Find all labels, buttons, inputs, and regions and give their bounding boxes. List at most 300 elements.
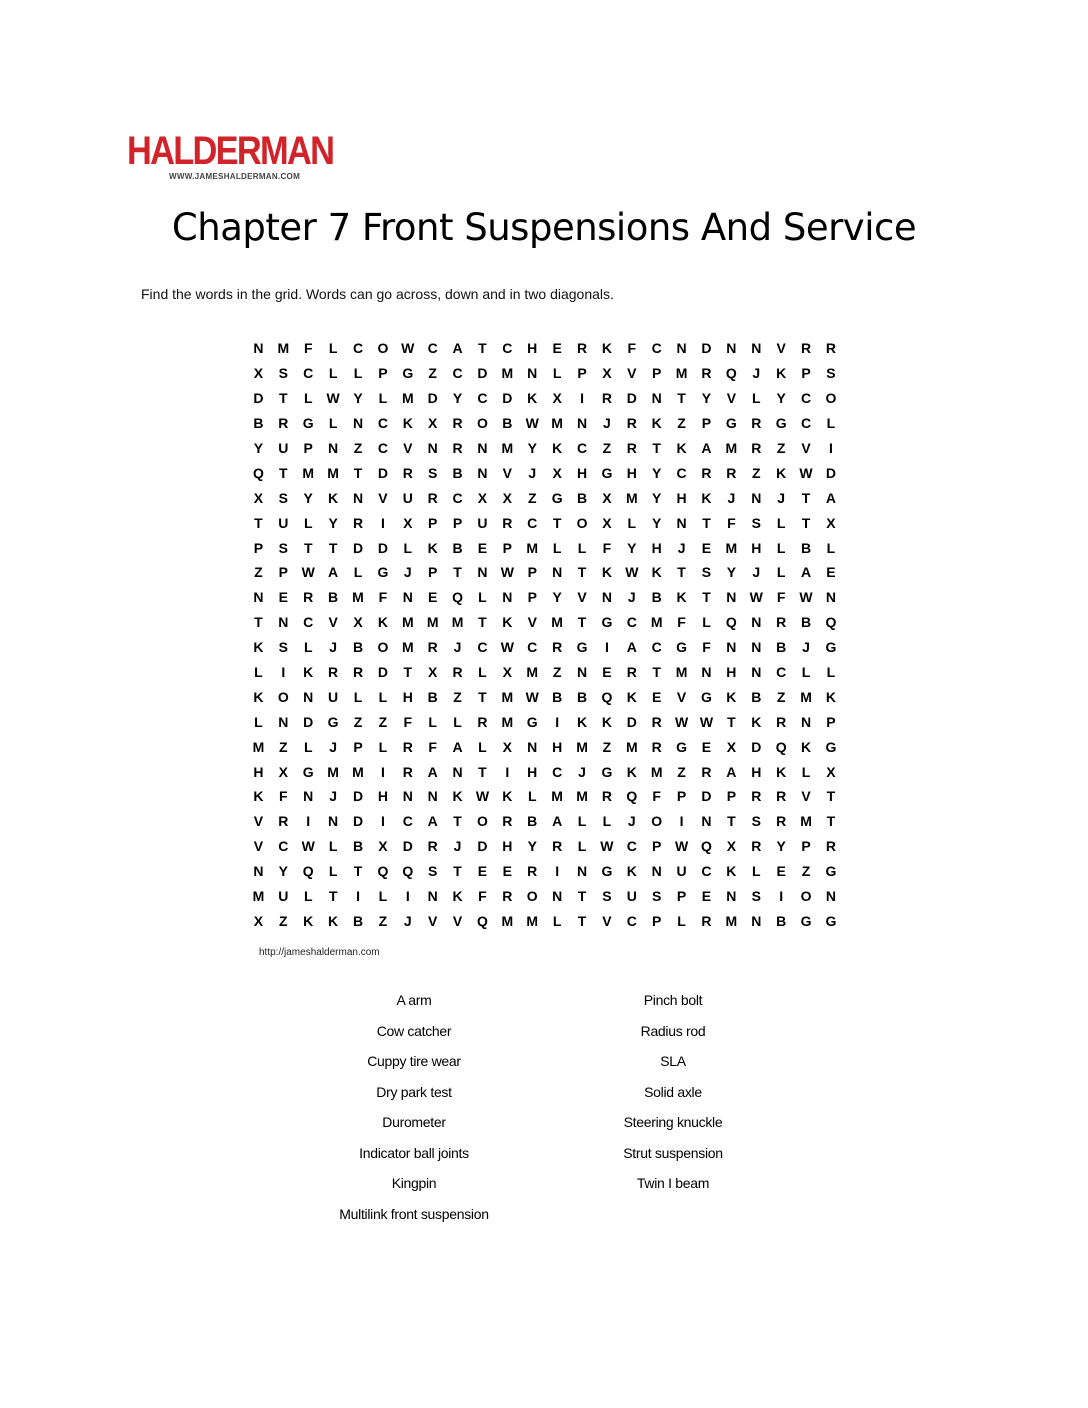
word-list-item: Radius rod (640, 1022, 706, 1039)
grid-letter: R (651, 713, 662, 730)
grid-letter: M (501, 688, 514, 705)
grid-letter: N (527, 738, 538, 755)
grid-letter: O (477, 415, 488, 432)
grid-letter: B (352, 639, 364, 656)
grid-letter: K (552, 440, 563, 456)
grid-letter: Z (677, 415, 686, 432)
grid-letter: B (776, 912, 787, 929)
grid-letter: M (352, 763, 364, 780)
grid-letter: R (402, 464, 413, 481)
grid-letter: V (328, 614, 338, 631)
grid-letter: C (800, 390, 812, 407)
grid-row (246, 510, 843, 535)
word-list-item: Kingpin (391, 1175, 437, 1191)
grid-letter: P (353, 738, 363, 755)
grid-letter: C (352, 340, 364, 357)
grid-letter: L (702, 614, 711, 631)
grid-letter: L (577, 539, 587, 556)
grid-letter: T (403, 664, 413, 681)
grid-letter: S (751, 888, 761, 905)
grid-letter: V (253, 838, 264, 855)
grid-letter: K (502, 614, 513, 631)
grid-letter: O (825, 390, 837, 407)
grid-letter: Q (825, 614, 837, 631)
grid-row (246, 535, 843, 560)
grid-letter: F (602, 539, 612, 556)
grid-letter: D (477, 838, 488, 855)
grid-letter: I (505, 763, 510, 780)
grid-letter: L (677, 912, 686, 929)
grid-letter: G (526, 713, 538, 730)
grid-letter: P (527, 564, 537, 581)
grid-letter: P (278, 564, 288, 581)
grid-letter: Q (775, 738, 787, 755)
grid-letter: K (527, 390, 538, 407)
grid-letter: W (799, 464, 813, 481)
grid-letter: Z (602, 440, 612, 456)
grid-letter: Q (601, 688, 613, 705)
grid-letter: T (826, 788, 836, 805)
grid-letter: M (252, 738, 265, 755)
grid-letter: T (577, 614, 587, 631)
grid-letter: T (353, 863, 363, 880)
grid-letter: B (751, 688, 762, 705)
grid-letter: M (650, 763, 663, 780)
grid-letter: L (403, 539, 413, 556)
grid-letter: D (377, 464, 388, 481)
grid-letter: E (602, 664, 612, 681)
grid-letter: F (776, 589, 786, 606)
grid-letter: L (602, 813, 612, 830)
grid-letter: H (552, 738, 563, 755)
grid-letter: M (302, 464, 315, 481)
grid-letter: R (701, 464, 712, 481)
grid-letter: M (576, 788, 588, 805)
grid-letter: I (555, 863, 560, 880)
grid-letter: L (527, 788, 537, 805)
grid-letter: T (453, 564, 462, 581)
grid-letter: P (676, 788, 687, 805)
grid-letter: M (725, 440, 738, 456)
grid-letter: N (352, 415, 364, 432)
grid-letter: C (402, 813, 413, 830)
grid-letter: G (775, 415, 787, 432)
grid-letter: Z (378, 713, 388, 730)
grid-letter: N (427, 888, 438, 905)
grid-letter: R (452, 664, 463, 681)
grid-letter: K (328, 912, 339, 929)
grid-row (246, 834, 843, 859)
grid-letter: K (601, 564, 612, 581)
grid-letter: K (726, 863, 737, 880)
grid-letter: N (576, 415, 588, 432)
grid-letter: W (301, 564, 315, 581)
word-list-item: Steering knuckle (623, 1114, 723, 1130)
grid-letter: J (627, 589, 636, 606)
grid-letter: J (403, 912, 412, 929)
grid-letter: C (303, 365, 314, 382)
grid-letter: G (327, 713, 339, 730)
grid-letter: N (726, 340, 737, 357)
grid-letter: L (254, 664, 263, 681)
grid-letter: S (278, 365, 288, 382)
grid-letter: C (452, 365, 463, 382)
grid-letter: T (279, 390, 288, 407)
grid-letter: N (278, 713, 289, 730)
grid-letter: D (751, 738, 762, 755)
grid-letter: N (452, 763, 463, 780)
grid-letter: X (602, 514, 612, 531)
grid-letter: L (303, 738, 313, 755)
grid-letter: G (601, 614, 613, 631)
grid-letter: V (452, 912, 463, 929)
grid-letter: L (801, 664, 811, 681)
grid-letter: U (278, 514, 289, 531)
grid-letter: Y (527, 838, 537, 855)
grid-letter: G (377, 564, 389, 581)
grid-letter: P (826, 713, 836, 730)
grid-letter: Y (452, 390, 463, 407)
grid-letter: C (527, 639, 538, 656)
grid-letter: U (328, 688, 339, 705)
grid-letter: D (352, 788, 364, 805)
grid-letter: N (303, 788, 314, 805)
grid-letter: N (253, 863, 264, 880)
grid-letter: R (576, 340, 588, 357)
grid-letter: R (427, 639, 438, 656)
grid-letter: M (401, 390, 414, 407)
grid-letter: R (726, 464, 737, 481)
grid-letter: N (751, 639, 762, 656)
grid-row (246, 784, 843, 809)
grid-letter: L (751, 390, 761, 407)
grid-letter: M (551, 788, 563, 805)
grid-letter: Z (279, 738, 288, 755)
grid-letter: X (428, 415, 438, 432)
grid-letter: L (552, 365, 562, 382)
grid-letter: R (776, 788, 787, 805)
word-list-item: Indicator ball joints (359, 1144, 469, 1161)
grid-letter: K (402, 415, 413, 432)
grid-letter: K (328, 489, 339, 506)
grid-row (246, 684, 843, 709)
grid-letter: N (402, 788, 413, 805)
grid-letter: Q (402, 863, 414, 880)
grid-letter: F (677, 614, 686, 631)
grid-letter: R (626, 440, 637, 456)
grid-letter: N (800, 713, 812, 730)
grid-letter: Z (254, 564, 263, 581)
grid-letter: J (528, 464, 537, 481)
grid-letter: N (427, 440, 438, 456)
grid-letter: W (625, 564, 639, 581)
grid-letter: R (477, 713, 488, 730)
grid-letter: K (253, 788, 264, 805)
grid-letter: N (576, 863, 588, 880)
grid-letter: W (401, 340, 415, 357)
grid-row (246, 411, 843, 436)
grid-letter: X (726, 738, 737, 755)
grid-letter: Q (626, 788, 638, 805)
grid-letter: L (378, 738, 388, 755)
grid-letter: S (751, 514, 761, 531)
grid-letter: P (652, 912, 662, 929)
grid-letter: B (502, 415, 513, 432)
grid-letter: H (576, 464, 588, 481)
grid-letter: R (427, 489, 438, 506)
grid-letter: B (253, 415, 264, 432)
grid-letter: M (401, 639, 414, 656)
grid-letter: V (253, 813, 264, 830)
grid-letter: L (378, 390, 388, 407)
grid-letter: V (577, 589, 587, 606)
grid-letter: L (353, 688, 363, 705)
logo-wordmark: HALDERMAN (127, 129, 334, 173)
grid-letter: T (652, 664, 661, 681)
grid-letter: J (603, 415, 611, 432)
grid-letter: I (779, 888, 784, 905)
grid-letter: H (726, 664, 737, 681)
grid-letter: R (776, 813, 787, 830)
grid-letter: T (677, 564, 686, 581)
grid-letter: P (577, 365, 587, 382)
grid-letter: M (352, 589, 364, 606)
grid-letter: M (551, 614, 563, 631)
grid-letter: C (477, 390, 488, 407)
grid-letter: C (477, 639, 488, 656)
grid-letter: O (651, 813, 663, 830)
grid-letter: T (577, 564, 587, 581)
grid-letter: X (502, 489, 513, 506)
grid-letter: L (328, 340, 338, 357)
grid-row (246, 734, 843, 759)
grid-letter: R (502, 813, 513, 830)
grid-letter: F (627, 340, 637, 357)
grid-letter: N (751, 912, 762, 929)
grid-letter: L (478, 589, 487, 606)
grid-letter: R (328, 664, 339, 681)
grid-letter: N (328, 813, 339, 830)
grid-letter: R (502, 888, 513, 905)
grid-letter: B (576, 489, 588, 506)
grid-letter: Z (801, 863, 811, 880)
grid-letter: C (676, 464, 687, 481)
grid-letter: L (776, 539, 786, 556)
grid-letter: L (303, 888, 313, 905)
grid-letter: U (676, 863, 687, 880)
grid-letter: X (477, 489, 488, 506)
grid-letter: U (626, 888, 637, 905)
grid-letter: S (826, 365, 836, 382)
grid-letter: C (576, 440, 588, 456)
grid-letter: J (453, 639, 462, 656)
grid-letter: L (552, 539, 562, 556)
grid-letter: H (527, 763, 538, 780)
grid-letter: G (601, 863, 613, 880)
grid-letter: N (825, 589, 836, 606)
grid-letter: X (378, 838, 388, 855)
grid-letter: W (475, 788, 490, 805)
grid-letter: N (601, 589, 612, 606)
grid-letter: I (380, 813, 385, 830)
grid-letter: X (428, 664, 438, 681)
grid-letter: H (626, 464, 637, 481)
grid-letter: D (352, 539, 364, 556)
grid-letter: W (525, 688, 539, 705)
grid-letter: E (428, 589, 438, 606)
grid-letter: C (452, 489, 463, 506)
grid-letter: T (727, 713, 736, 730)
grid-letter: S (278, 639, 288, 656)
grid-letter: S (652, 888, 662, 905)
grid-letter: R (278, 415, 289, 432)
grid-letter: G (825, 912, 837, 929)
grid-letter: P (253, 539, 264, 556)
grid-row (246, 560, 843, 585)
grid-letter: T (453, 813, 462, 830)
grid-letter: I (405, 888, 410, 905)
grid-letter: N (726, 639, 737, 656)
grid-letter: K (576, 713, 588, 730)
grid-letter: J (578, 763, 586, 780)
word-list-item: SLA (660, 1053, 686, 1069)
grid-letter: Z (776, 440, 786, 456)
grid-letter: H (377, 788, 388, 805)
grid-letter: M (501, 365, 514, 382)
grid-row (246, 908, 843, 933)
grid-letter: J (727, 489, 736, 506)
grid-letter: D (701, 788, 712, 805)
grid-letter: N (676, 514, 687, 531)
grid-row (246, 610, 843, 635)
grid-letter: D (477, 365, 488, 382)
grid-letter: N (477, 440, 488, 456)
grid-letter: Y (278, 863, 288, 880)
grid-letter: R (402, 738, 413, 755)
grid-letter: E (701, 888, 712, 905)
grid-letter: L (328, 838, 338, 855)
grid-row (246, 386, 843, 411)
grid-letter: Y (253, 440, 264, 456)
grid-letter: Y (652, 514, 662, 531)
grid-letter: Y (303, 489, 313, 506)
grid-letter: L (303, 514, 313, 531)
grid-letter: X (403, 514, 413, 531)
grid-letter: A (825, 489, 836, 506)
grid-letter: Q (452, 589, 464, 606)
grid-letter: W (301, 838, 315, 855)
grid-letter: L (453, 713, 462, 730)
grid-letter: R (601, 390, 612, 407)
grid-letter: P (701, 415, 712, 432)
grid-letter: L (826, 415, 836, 432)
grid-letter: N (751, 614, 762, 631)
grid-letter: R (601, 788, 612, 805)
word-list-item: Dry park test (376, 1083, 452, 1100)
grid-letter: C (701, 863, 712, 880)
grid-letter: N (502, 589, 513, 606)
grid-letter: M (725, 912, 738, 929)
grid-letter: W (600, 838, 614, 855)
grid-letter: M (650, 614, 663, 631)
grid-letter: J (329, 788, 338, 805)
grid-letter: X (502, 738, 513, 755)
grid-letter: N (328, 440, 339, 456)
grid-letter: S (602, 888, 612, 905)
grid-letter: V (403, 440, 413, 456)
grid-letter: Y (652, 464, 662, 481)
grid-letter: N (303, 688, 314, 705)
grid-letter: F (378, 589, 388, 606)
word-list-item: Cow catcher (376, 1022, 452, 1039)
grid-letter: M (501, 440, 514, 456)
grid-letter: T (328, 888, 338, 905)
grid-row (246, 884, 843, 909)
grid-letter: L (776, 564, 786, 581)
grid-letter: F (428, 738, 437, 755)
grid-letter: S (701, 564, 712, 581)
grid-letter: X (552, 464, 562, 481)
grid-letter: J (777, 489, 786, 506)
grid-letter: H (751, 539, 762, 556)
grid-letter: O (800, 888, 812, 905)
grid-letter: R (352, 664, 364, 681)
grid-letter: Z (602, 738, 612, 755)
grid-letter: A (427, 813, 438, 830)
grid-letter: K (626, 763, 637, 780)
grid-letter: M (501, 912, 514, 929)
grid-letter: E (552, 340, 562, 357)
grid-letter: F (478, 888, 487, 905)
grid-letter: K (825, 688, 836, 705)
grid-letter: I (555, 713, 560, 730)
grid-row (246, 759, 843, 784)
grid-letter: N (477, 464, 488, 481)
grid-letter: P (527, 589, 537, 606)
grid-letter: S (278, 489, 288, 506)
grid-letter: F (279, 788, 288, 805)
grid-letter: P (452, 514, 463, 531)
grid-letter: M (800, 813, 812, 830)
grid-letter: P (652, 365, 662, 382)
grid-letter: K (626, 688, 637, 705)
grid-letter: Y (652, 489, 662, 506)
grid-letter: D (626, 713, 637, 730)
grid-letter: V (676, 688, 687, 705)
grid-letter: R (552, 838, 563, 855)
grid-letter: W (799, 589, 813, 606)
grid-letter: T (279, 464, 288, 481)
grid-letter: N (253, 589, 264, 606)
grid-letter: Q (701, 838, 712, 855)
grid-letter: R (825, 838, 836, 855)
grid-letter: H (676, 489, 687, 506)
grid-letter: P (502, 539, 513, 556)
grid-letter: O (526, 888, 538, 905)
grid-letter: Q (377, 863, 389, 880)
word-list-right (523, 987, 823, 1201)
grid-letter: C (651, 639, 662, 656)
grid-letter: K (651, 415, 662, 432)
grid-letter: L (826, 539, 836, 556)
grid-letter: T (353, 464, 363, 481)
grid-letter: P (428, 514, 438, 531)
grid-letter: J (752, 564, 761, 581)
grid-letter: R (776, 614, 787, 631)
grid-letter: E (701, 738, 712, 755)
grid-letter: G (701, 688, 712, 705)
source-url: http://jameshalderman.com (259, 947, 380, 958)
